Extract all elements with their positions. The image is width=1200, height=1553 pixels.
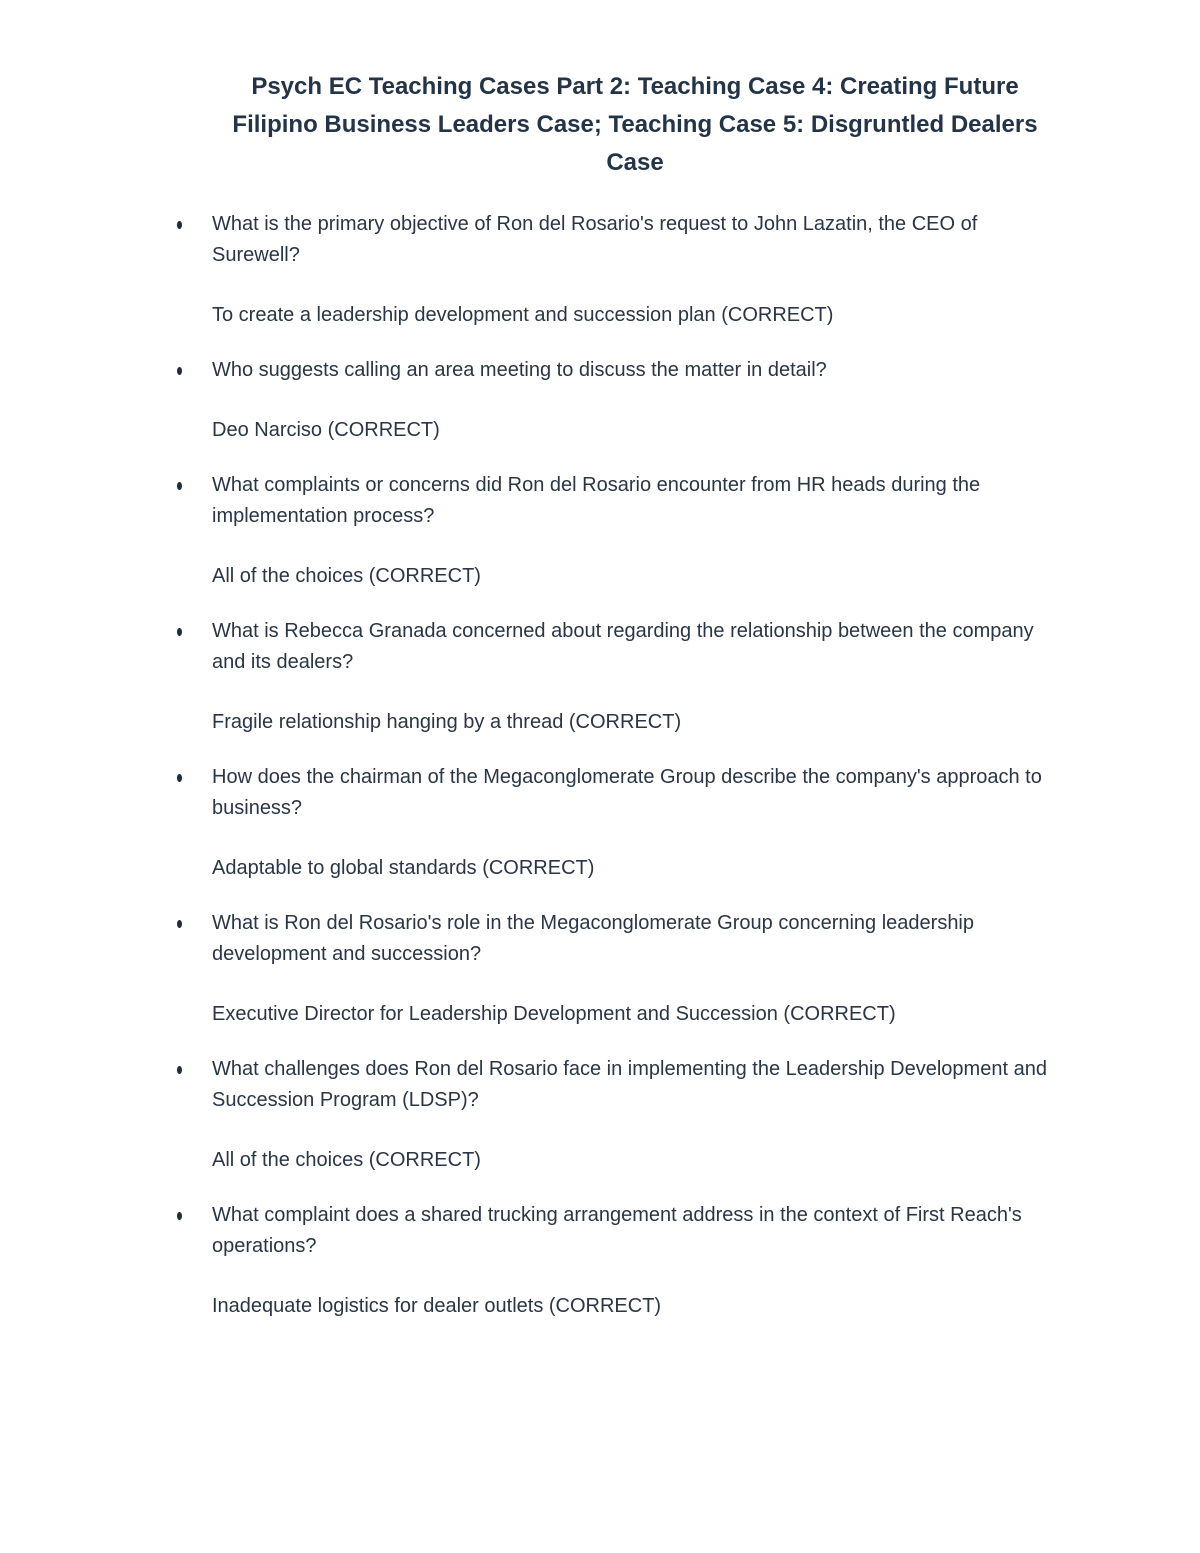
list-item <box>0 908 1200 1030</box>
question-text: What complaint does a shared trucking arrangement address in the context of First Reach's operations? <box>212 1204 1022 1257</box>
question-text: How does the chairman of the Megaconglomerate Group describe the company's approach to business? <box>212 766 1042 819</box>
bullet-icon <box>177 920 182 928</box>
list-item <box>0 1054 1200 1176</box>
list-item <box>0 1200 1200 1322</box>
bullet-icon <box>177 1212 182 1220</box>
list-item <box>0 209 1200 331</box>
answer-text: Fragile relationship hanging by a thread (CORRECT) <box>212 711 682 733</box>
answer-text: All of the choices (CORRECT) <box>212 1149 481 1171</box>
answer-text: Adaptable to global standards (CORRECT) <box>212 857 595 879</box>
bullet-icon <box>177 1066 182 1074</box>
question-text: What is the primary objective of Ron del Rosario's request to John Lazatin, the CEO of Surewell? <box>212 213 978 266</box>
bullet-icon <box>177 774 182 782</box>
answer-text: All of the choices (CORRECT) <box>212 565 481 587</box>
answer-text: Inadequate logistics for dealer outlets (CORRECT) <box>212 1295 662 1317</box>
bullet-icon <box>177 221 182 229</box>
list-item <box>0 355 1200 446</box>
list-item <box>0 616 1200 738</box>
bullet-icon <box>177 482 182 490</box>
answer-text: Deo Narciso (CORRECT) <box>212 419 440 441</box>
question-list <box>0 209 1200 1346</box>
question-text: What is Rebecca Granada concerned about regarding the relationship between the company and its dealers? <box>212 620 1034 673</box>
bullet-icon <box>177 628 182 636</box>
question-text: What is Ron del Rosario's role in the Megaconglomerate Group concerning leadership development and succession? <box>212 912 975 965</box>
list-item <box>0 470 1200 592</box>
question-text: What challenges does Ron del Rosario face in implementing the Leadership Development and Succession Program (LDSP)? <box>212 1058 1047 1111</box>
page-title: Psych EC Teaching Cases Part 2: Teaching Case 4: Creating Future Filipino Business Leaders Case; Teaching Case 5: Disgruntled Dealers Case <box>232 73 1038 176</box>
question-text: What complaints or concerns did Ron del Rosario encounter from HR heads during the implementation process? <box>212 474 981 527</box>
bullet-icon <box>177 367 182 375</box>
list-item <box>0 762 1200 884</box>
answer-text: To create a leadership development and succession plan (CORRECT) <box>212 304 834 326</box>
question-text: Who suggests calling an area meeting to discuss the matter in detail? <box>212 359 827 381</box>
answer-text: Executive Director for Leadership Development and Succession (CORRECT) <box>212 1003 896 1025</box>
